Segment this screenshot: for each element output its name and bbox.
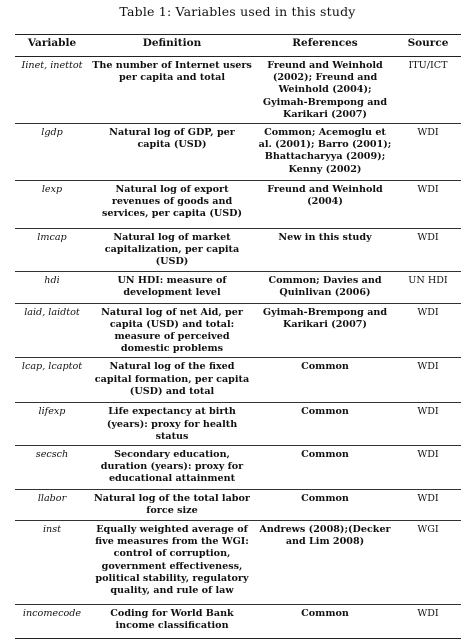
- variable-cell: lexp: [15, 181, 89, 229]
- references-cell: Common; Acemoglu et al. (2001); Barro (2001); Bhattacharyya (2009); Kenny (2002): [255, 124, 395, 181]
- definition-cell: Coding for World Bank income classification: [89, 605, 255, 639]
- variable-cell: Iinet, inettot: [15, 57, 89, 124]
- references-cell: Common: [255, 605, 395, 639]
- source-cell: WDI: [395, 181, 461, 229]
- variables-table: [15, 34, 461, 639]
- references-cell: Common: [255, 403, 395, 446]
- definition-cell: Equally weighted average of five measures from the WGI: control of corruption, government effectiveness, political stability, regulatory quality, and rule of law: [89, 521, 255, 605]
- references-cell: Common: [255, 490, 395, 521]
- table-row: [15, 605, 461, 639]
- definition-cell: Natural log of export revenues of goods and services, per capita (USD): [89, 181, 255, 229]
- table-row: [15, 358, 461, 403]
- table-caption: Table 1: Variables used in this study: [119, 4, 356, 19]
- table-row: [15, 57, 461, 124]
- variable-cell: lmcap: [15, 229, 89, 272]
- references-cell: Gyimah-Brempong and Karikari (2007): [255, 303, 395, 358]
- table-row: [15, 124, 461, 181]
- source-cell: WDI: [395, 446, 461, 490]
- source-cell: WDI: [395, 303, 461, 358]
- references-cell: Freund and Weinhold (2002); Freund and Weinhold (2004); Gyimah-Brempong and Karikari (2007): [255, 57, 395, 124]
- definition-cell: Life expectancy at birth (years): proxy for health status: [89, 403, 255, 446]
- definition-cell: The number of Internet users per capita and total: [89, 57, 255, 124]
- definition-cell: Secondary education, duration (years): proxy for educational attainment: [89, 446, 255, 490]
- variable-cell: hdi: [15, 271, 89, 303]
- header-variable: Variable: [15, 35, 89, 57]
- references-cell: New in this study: [255, 229, 395, 272]
- definition-cell: Natural log of market capitalization, per capita (USD): [89, 229, 255, 272]
- table-row: [15, 490, 461, 521]
- definition-cell: Natural log of GDP, per capita (USD): [89, 124, 255, 181]
- table-row: [15, 521, 461, 605]
- source-cell: WDI: [395, 229, 461, 272]
- references-cell: Common: [255, 358, 395, 403]
- variable-cell: secsch: [15, 446, 89, 490]
- source-cell: WDI: [395, 358, 461, 403]
- references-cell: Common; Davies and Quinlivan (2006): [255, 271, 395, 303]
- variable-cell: laid, laidtot: [15, 303, 89, 358]
- header-source: Source: [395, 35, 461, 57]
- variable-cell: lifexp: [15, 403, 89, 446]
- source-cell: UN HDI: [395, 271, 461, 303]
- definition-cell: Natural log of net Aid, per capita (USD) and total: measure of perceived domestic problems: [89, 303, 255, 358]
- table-row: [15, 229, 461, 272]
- definition-cell: Natural log of the fixed capital formation, per capita (USD) and total: [89, 358, 255, 403]
- source-cell: WDI: [395, 490, 461, 521]
- source-cell: WGI: [395, 521, 461, 605]
- table-row: [15, 181, 461, 229]
- references-cell: Common: [255, 446, 395, 490]
- table-row: [15, 446, 461, 490]
- source-cell: WDI: [395, 124, 461, 181]
- variable-cell: lcap, lcaptot: [15, 358, 89, 403]
- table-row: [15, 303, 461, 358]
- header-references: References: [255, 35, 395, 57]
- definition-cell: Natural log of the total labor force size: [89, 490, 255, 521]
- source-cell: ITU/ICT: [395, 57, 461, 124]
- references-cell: Andrews (2008);(Decker and Lim 2008): [255, 521, 395, 605]
- variable-cell: llabor: [15, 490, 89, 521]
- references-cell: Freund and Weinhold (2004): [255, 181, 395, 229]
- table-header-row: [15, 35, 461, 57]
- source-cell: WDI: [395, 403, 461, 446]
- header-definition: Definition: [89, 35, 255, 57]
- variable-cell: inst: [15, 521, 89, 605]
- variable-cell: lgdp: [15, 124, 89, 181]
- definition-cell: UN HDI: measure of development level: [89, 271, 255, 303]
- table-row: [15, 403, 461, 446]
- source-cell: WDI: [395, 605, 461, 639]
- table-row: [15, 271, 461, 303]
- variable-cell: incomecode: [15, 605, 89, 639]
